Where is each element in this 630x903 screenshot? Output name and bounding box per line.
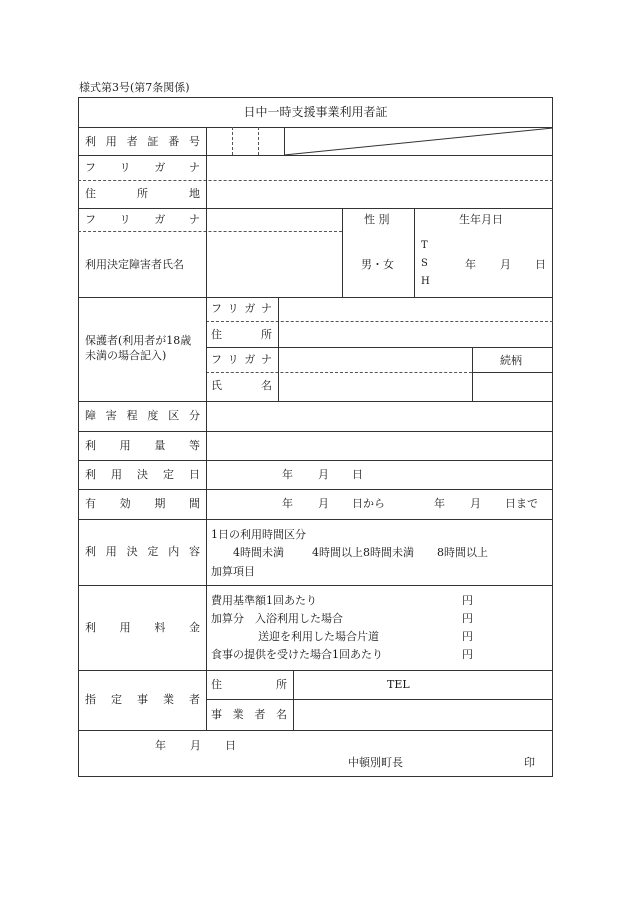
issue-year: 年 (155, 739, 166, 752)
valid-from-year: 年 (282, 497, 293, 510)
guardian-furigana-label: フ リ ガ ナ (211, 302, 272, 315)
birth-year: 年 (465, 258, 476, 271)
birth-day: 日 (535, 258, 546, 271)
era-t: T (421, 240, 428, 251)
valid-period-label: 有 効 期 間 (85, 497, 200, 510)
valid-until-suffix: 日まで (505, 497, 538, 510)
issue-month: 月 (190, 739, 201, 752)
provider-address-label: 住 所 (211, 678, 287, 691)
decision-month: 月 (318, 468, 329, 481)
fee-label: 利 用 料 金 (85, 621, 200, 634)
relationship-label: 続柄 (500, 354, 522, 367)
yen-4: 円 (462, 648, 473, 661)
sex-header: 性 別 (364, 213, 390, 226)
sex-value: 男・女 (361, 258, 394, 271)
address-label: 住 所 地 (85, 187, 200, 200)
tel-label: TEL (387, 678, 410, 691)
fee-transport-label: 送迎を利用した場合片道 (258, 630, 379, 643)
time-category-label: 1日の利用時間区分 (211, 528, 306, 541)
fee-meal-label: 食事の提供を受けた場合1回あたり (211, 648, 383, 661)
valid-from-month: 月 (318, 497, 329, 510)
era-h: H (421, 276, 430, 287)
valid-from-suffix: 日から (352, 497, 385, 510)
disability-level-label: 障 害 程 度 区 分 (85, 409, 200, 422)
under-4h-option: 4時間未満 (233, 546, 284, 559)
form-title: 日中一時支援事業利用者証 (243, 105, 388, 119)
birth-month: 月 (500, 258, 511, 271)
form-number: 様式第3号(第7条関係) (79, 81, 190, 94)
furigana-label-2: フ リ ガ ナ (85, 213, 200, 226)
guardian-name-label: 氏 名 (211, 379, 272, 392)
fee-bath-label: 加算分 入浴利用した場合 (211, 612, 343, 625)
over-8h-option: 8時間以上 (437, 546, 488, 559)
guardian-address-label: 住 所 (211, 328, 272, 341)
yen-3: 円 (462, 630, 473, 643)
certificate-form (78, 97, 553, 777)
user-cert-number-label: 利 用 者 証 番 号 (85, 135, 200, 148)
valid-until-month: 月 (470, 497, 481, 510)
valid-until-year: 年 (434, 497, 445, 510)
yen-2: 円 (462, 612, 473, 625)
decision-day: 日 (352, 468, 363, 481)
issue-day: 日 (225, 739, 236, 752)
birthdate-header: 生年月日 (459, 213, 503, 226)
decision-date-label: 利 用 決 定 日 (85, 468, 200, 481)
guardian-label-line2: 未満の場合記入) (85, 349, 167, 362)
issuer-name: 中頓別町長 (348, 756, 403, 769)
furigana-label: フ リ ガ ナ (85, 161, 200, 174)
guardian-label-line1: 保護者(利用者が18歳 (85, 334, 192, 347)
provider-name-label: 事 業 者 名 (211, 708, 287, 721)
4h-to-8h-option: 4時間以上8時間未満 (312, 546, 414, 559)
decision-year: 年 (282, 468, 293, 481)
additional-items-label: 加算項目 (211, 565, 255, 578)
diagonal-strike-line (284, 127, 553, 155)
fee-base-label: 費用基準額1回あたり (211, 594, 317, 607)
guardian-furigana-label-2: フ リ ガ ナ (211, 353, 272, 366)
yen-1: 円 (462, 594, 473, 607)
user-name-label: 利用決定障害者氏名 (85, 258, 184, 271)
usage-amount-label: 利 用 量 等 (85, 439, 200, 452)
era-s: S (421, 258, 428, 269)
designated-provider-label: 指 定 事 業 者 (85, 693, 200, 706)
seal-mark: 印 (524, 756, 535, 769)
decision-content-label: 利 用 決 定 内 容 (85, 545, 200, 558)
